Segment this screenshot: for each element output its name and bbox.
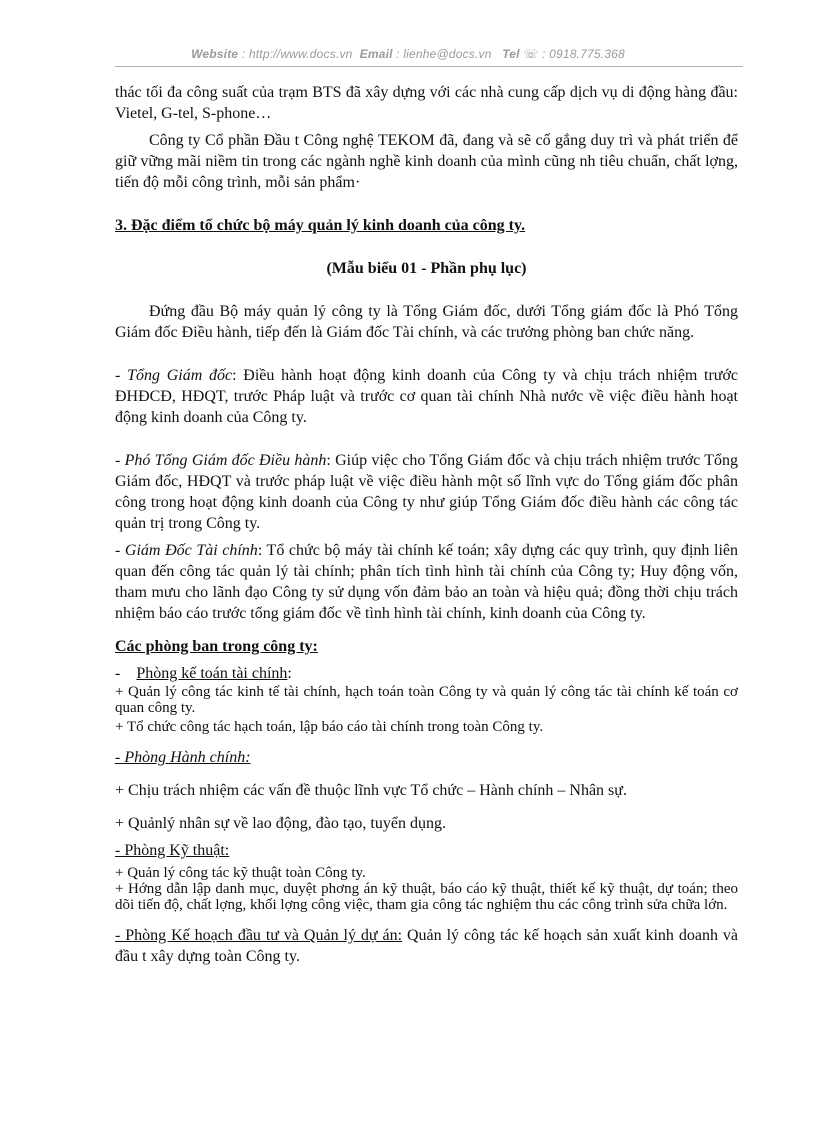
website-value: : http://www.docs.vn	[238, 47, 353, 61]
planning-text: Quản lý công tác kế hoạch sản xuất kinh doanh và đầu t xây dựng toàn Công ty.	[115, 927, 738, 965]
website-label: Website	[191, 47, 239, 61]
tel-value: : 0918.775.368	[538, 47, 625, 61]
paragraph-continuation: thác tối đa công suất của trạm BTS đã xây dựng với các nhà cung cấp dịch vụ di động hàng đầu: Vietel, G-tel, S-phone…	[115, 84, 738, 122]
paragraph-company: Công ty Cổ phần Đầu t Công nghệ TEKOM đã, đang và sẽ cố gắng duy trì và phát triển để giữ vững mãi niềm tin trong các ngành nghề kinh doanh của mình cũng nh tiêu chuẩn, chất lợng, tiến độ mỗi công trình, mỗi sản phẩm·	[115, 132, 738, 191]
document-body	[115, 82, 738, 967]
tel-label: Tel	[502, 47, 520, 61]
admin-line-2: + Quảnlý nhân sự về lao động, đào tạo, tuyển dụng.	[115, 815, 446, 832]
planning-paragraph	[115, 925, 738, 967]
tech-line-1: + Quản lý công tác kỹ thuật toàn Công ty.	[115, 865, 366, 881]
deputy-label: Phó Tổng Giám đốc Điều hành	[124, 452, 327, 469]
deputy-paragraph: - Phó Tổng Giám đốc Điều hành: Giúp việc cho Tổng Giám đốc và chịu trách nhiệm trước Tổng Giám đốc, HĐQT và trước pháp luật về việc điều hành một số lĩnh vực do Tổng giám đốc phân công trong hoạt động kinh doanh của Công ty như giúp Tổng Giám đốc điều hành các công tác quản trị trong Công ty.	[115, 452, 739, 532]
email-value: : lienhe@docs.vn	[392, 47, 492, 61]
accounting-title: Phòng kế toán tài chính	[136, 665, 288, 682]
ceo-text: : Điều hành hoạt động kinh doanh của Công ty và chịu trách nhiệm trước ĐHĐCĐ, HĐQT, trước Pháp luật và trước cơ quan tài chính Nhà nước về việc điều hành hoạt động kinh doanh của Công ty.	[115, 367, 739, 426]
page-header	[0, 47, 816, 61]
tech-title: - Phòng Kỹ thuật:	[115, 842, 230, 859]
departments-heading: Các phòng ban trong công ty:	[115, 638, 318, 655]
accounting-line-2: + Tổ chức công tác hạch toán, lập báo cáo tài chính trong toàn Công ty.	[115, 719, 544, 735]
admin-line-1: + Chịu trách nhiệm các vấn đề thuộc lĩnh vực Tổ chức – Hành chính – Nhân sự.	[115, 782, 627, 799]
form-note: (Mẫu biểu 01 - Phần phụ lục)	[326, 260, 527, 277]
header-divider	[115, 66, 743, 67]
admin-title: - Phòng Hành chính:	[115, 749, 251, 766]
accounting-line-1: + Quản lý công tác kinh tế tài chính, hạch toán toàn Công ty và quản lý công tác tài chính kế toán cơ quan công ty.	[115, 684, 738, 716]
accounting-dash: -	[115, 665, 121, 682]
ceo-label: Tổng Giám đốc	[127, 367, 233, 384]
cfo-label: Giám Đốc Tài chính	[124, 542, 258, 559]
ceo-paragraph: - Tổng Giám đốc: Điều hành hoạt động kinh doanh của Công ty và chịu trách nhiệm trước ĐHĐCĐ, HĐQT, trước Pháp luật và trước cơ quan tài chính Nhà nước về việc điều hành hoạt động kinh doanh của Công ty.	[115, 367, 739, 426]
cfo-text: : Tổ chức bộ máy tài chính kế toán; xây dựng các quy trình, quy định liên quan đến công tác quản lý tài chính; phân tích tình hình tài chính của Công ty; Huy động vốn, tham mưu cho lãnh đạo Công ty sử dụng vốn đảm bảo an toàn và hiệu quả; đồng thời chịu trách nhiệm báo cáo trước tổng giám đốc về tình hình tài chính, kinh doanh của Công ty.	[115, 542, 739, 622]
cfo-paragraph: - Giám Đốc Tài chính: Tổ chức bộ máy tài chính kế toán; xây dựng các quy trình, quy định liên quan đến công tác quản lý tài chính; phân tích tình hình tài chính của Công ty; Huy động vốn, tham mưu cho lãnh đạo Công ty sử dụng vốn đảm bảo an toàn và hiệu quả; đồng thời chịu trách nhiệm báo cáo trước tổng giám đốc về tình hình tài chính, kinh doanh của Công ty.	[115, 542, 739, 622]
phone-icon: ☏	[523, 47, 539, 61]
deputy-text: : Giúp việc cho Tổng Giám đốc và chịu trách nhiệm trước Tổng Giám đốc, HĐQT và trước pháp luật về việc điều hành một số lĩnh vực do Tổng giám đốc phân công trong hoạt động kinh doanh của Công ty như giúp Tổng Giám đốc điều hành các công tác quản trị trong Công ty.	[115, 452, 739, 532]
section-heading: 3. Đặc điểm tổ chức bộ máy quản lý kinh doanh của công ty.	[115, 217, 526, 234]
paragraph-structure: Đứng đầu Bộ máy quản lý công ty là Tổng Giám đốc, dưới Tổng giám đốc là Phó Tổng Giám đốc Điều hành, tiếp đến là Giám đốc Tài chính, và các trưởng phòng ban chức năng.	[115, 303, 738, 341]
accounting-title-row: - Phòng kế toán tài chính:	[115, 665, 292, 682]
planning-title: - Phòng Kế hoạch đầu tư và Quản lý dự án:	[115, 927, 403, 944]
email-label: Email	[359, 47, 393, 61]
tech-line-2: + Hớng dẫn lập danh mục, duyệt phơng án kỹ thuật, báo cáo kỹ thuật, thiết kế kỹ thuật, dự toán; theo dõi tiến độ, chất lợng, khối lợng công việc, tham gia công tác nghiệm thu các công trình sửa chữa lớn.	[115, 881, 738, 913]
